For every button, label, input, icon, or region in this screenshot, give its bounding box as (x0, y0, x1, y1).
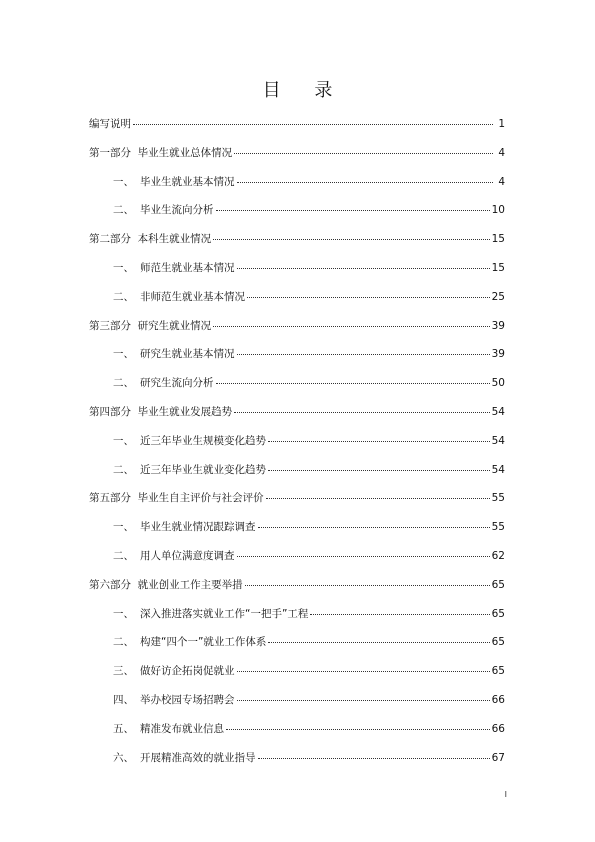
toc-entry-number: 一、 (113, 175, 134, 188)
toc-entry-title: 深入推进落实就业工作“一把手”工程 (140, 607, 309, 620)
toc-entry[interactable] (89, 491, 505, 520)
toc-leader-dots (237, 670, 490, 672)
toc-entry-title: 第五部分 毕业生自主评价与社会评价 (89, 492, 264, 505)
toc-entry-page: 65 (491, 578, 505, 591)
toc-entry-page: 39 (491, 348, 505, 361)
toc-entry[interactable] (89, 434, 505, 463)
toc-entry[interactable] (89, 751, 505, 780)
toc-entry-page: 54 (491, 405, 505, 418)
toc-entry-title: 近三年毕业生规模变化趋势 (140, 434, 266, 447)
toc-entry[interactable] (89, 549, 505, 578)
toc-entry-title: 毕业生就业情况跟踪调查 (140, 521, 256, 534)
toc-entry[interactable] (89, 117, 505, 146)
toc-leader-dots (133, 123, 493, 125)
toc-entry-page: 54 (491, 463, 505, 476)
toc-entry-number: 一、 (113, 348, 134, 361)
toc-entry-number: 一、 (113, 434, 134, 447)
toc-entry-title: 非师范生就业基本情况 (140, 290, 245, 303)
toc-leader-dots (216, 382, 490, 384)
toc-entry-number: 三、 (113, 665, 134, 678)
toc-entry[interactable] (89, 693, 505, 722)
toc-entry-number: 一、 (113, 607, 134, 620)
page-number: I (504, 790, 507, 799)
toc-entry[interactable] (89, 261, 505, 290)
toc-entry-page: 66 (491, 722, 505, 735)
toc-entry-page: 25 (491, 290, 505, 303)
toc-entry-title: 研究生流向分析 (140, 377, 214, 390)
toc-entry-number: 一、 (113, 261, 134, 274)
toc-entry-title: 做好访企拓岗促就业 (140, 665, 235, 678)
toc-entry[interactable] (89, 607, 505, 636)
toc-leader-dots (213, 325, 489, 327)
toc-entry-title: 用人单位满意度调查 (140, 549, 235, 562)
toc-entry-title: 构建“四个一”就业工作体系 (140, 636, 267, 649)
toc-entry[interactable] (89, 146, 505, 175)
toc-leader-dots (268, 440, 490, 442)
toc-leader-dots (237, 699, 490, 701)
toc-entry[interactable] (89, 319, 505, 348)
toc-entry[interactable] (89, 635, 505, 664)
toc-leader-dots (310, 613, 489, 615)
toc-entry-title: 第四部分 毕业生就业发展趋势 (89, 405, 233, 418)
toc-entry-page: 50 (491, 377, 505, 390)
toc-entry-page: 55 (491, 492, 505, 505)
toc-entry-page: 65 (491, 636, 505, 649)
toc-entry-number: 二、 (113, 204, 134, 217)
toc-entry-number: 一、 (113, 521, 134, 534)
toc-entry-page: 62 (491, 549, 505, 562)
toc-leader-dots (245, 584, 490, 586)
toc-entry-title: 举办校园专场招聘会 (140, 693, 235, 706)
table-of-contents (89, 117, 505, 779)
toc-entry[interactable] (89, 405, 505, 434)
toc-entry-page: 65 (491, 665, 505, 678)
toc-leader-dots (268, 469, 490, 471)
toc-entry-title: 毕业生流向分析 (140, 204, 214, 217)
toc-entry-page: 4 (498, 146, 505, 159)
toc-entry-title: 开展精准高效的就业指导 (140, 751, 256, 764)
toc-entry-number: 二、 (113, 377, 134, 390)
toc-entry[interactable] (89, 232, 505, 261)
toc-entry[interactable] (89, 347, 505, 376)
toc-entry[interactable] (89, 175, 505, 204)
toc-entry-page: 15 (491, 261, 505, 274)
toc-entry-page: 15 (491, 233, 505, 246)
toc-entry-page: 1 (498, 118, 505, 130)
toc-entry-title: 研究生就业基本情况 (140, 348, 235, 361)
toc-entry-title: 第六部分 就业创业工作主要举措 (89, 578, 243, 591)
toc-leader-dots (213, 238, 489, 240)
toc-title: 目 录 (262, 80, 347, 101)
toc-leader-dots (234, 152, 493, 154)
toc-entry[interactable] (89, 203, 505, 232)
toc-leader-dots (237, 353, 490, 355)
toc-leader-dots (216, 209, 490, 211)
toc-entry[interactable] (89, 463, 505, 492)
toc-entry-number: 六、 (113, 751, 134, 764)
toc-entry[interactable] (89, 520, 505, 549)
toc-entry[interactable] (89, 722, 505, 751)
toc-leader-dots (237, 555, 490, 557)
toc-entry[interactable] (89, 290, 505, 319)
toc-entry-page: 65 (491, 607, 505, 620)
toc-entry[interactable] (89, 578, 505, 607)
toc-entry-page: 67 (491, 751, 505, 764)
toc-entry-title: 编写说明 (89, 118, 131, 130)
toc-leader-dots (237, 181, 494, 183)
toc-entry-number: 四、 (113, 693, 134, 706)
toc-entry-page: 39 (491, 319, 505, 332)
toc-entry-title: 第二部分 本科生就业情况 (89, 233, 212, 246)
toc-entry-title: 第一部分 毕业生就业总体情况 (89, 146, 233, 159)
toc-entry-number: 二、 (113, 463, 134, 476)
toc-entry-page: 4 (498, 175, 505, 188)
toc-entry-number: 二、 (113, 549, 134, 562)
toc-leader-dots (268, 641, 489, 643)
toc-leader-dots (266, 497, 490, 499)
toc-leader-dots (258, 526, 490, 528)
toc-entry-page: 54 (491, 434, 505, 447)
toc-entry[interactable] (89, 376, 505, 405)
toc-entry-title: 第三部分 研究生就业情况 (89, 319, 212, 332)
toc-entry-page: 66 (491, 693, 505, 706)
toc-entry-number: 五、 (113, 722, 134, 735)
toc-entry-title: 近三年毕业生就业变化趋势 (140, 463, 266, 476)
toc-entry-title: 师范生就业基本情况 (140, 261, 235, 274)
toc-entry-page: 55 (491, 521, 505, 534)
toc-leader-dots (234, 411, 489, 413)
toc-leader-dots (226, 728, 490, 730)
toc-entry[interactable] (89, 664, 505, 693)
toc-leader-dots (258, 757, 490, 759)
toc-entry-number: 二、 (113, 290, 134, 303)
toc-leader-dots (237, 267, 490, 269)
toc-entry-title: 精准发布就业信息 (140, 722, 224, 735)
toc-entry-title: 毕业生就业基本情况 (140, 175, 235, 188)
toc-entry-page: 10 (491, 204, 505, 217)
toc-leader-dots (247, 296, 490, 298)
toc-entry-number: 二、 (113, 636, 134, 649)
